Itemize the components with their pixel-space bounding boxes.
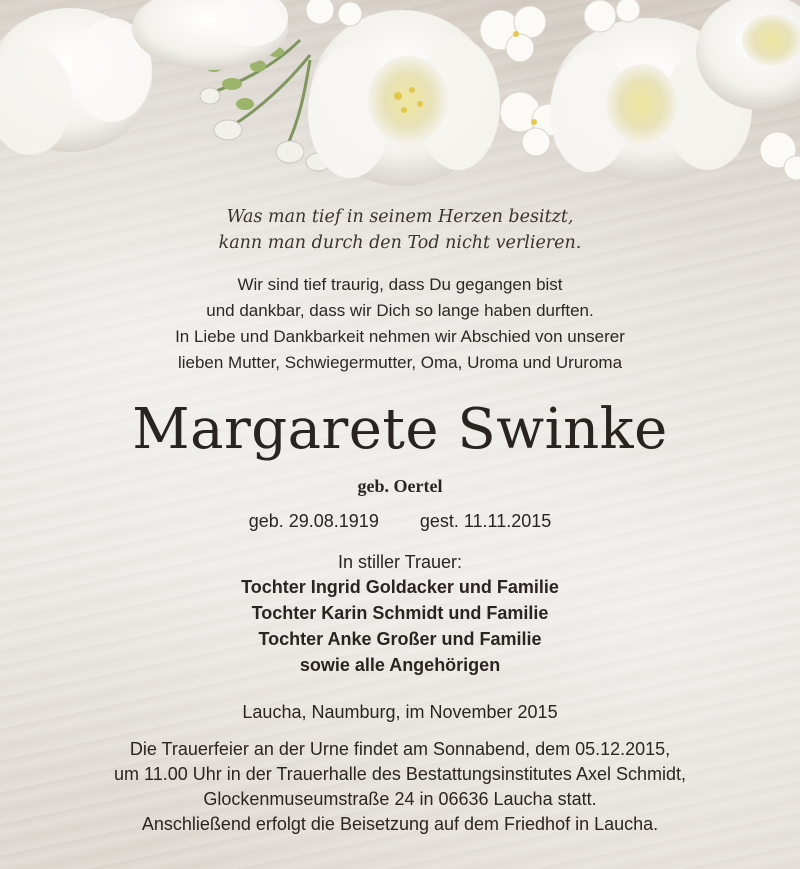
mourner-item: Tochter Karin Schmidt und Familie — [251, 603, 549, 623]
death-date: gest. 11.11.2015 — [419, 511, 552, 531]
intro-line: lieben Mutter, Schwiegermutter, Oma, Uroma und Ururoma — [177, 353, 623, 372]
mourning-label: In stiller Trauer: — [337, 552, 463, 572]
tulip-flowers-image — [0, 0, 800, 200]
intro-text — [0, 272, 800, 376]
quote-line: Was man tief in seinem Herzen besitzt, — [226, 207, 574, 227]
funeral-line: Glockenmuseumstraße 24 in 06636 Laucha statt. — [203, 789, 597, 809]
deceased-name: Margarete Swinke — [132, 397, 668, 462]
intro-line: In Liebe und Dankbarkeit nehmen wir Abschied von unserer — [175, 327, 625, 346]
life-dates — [0, 508, 800, 534]
mourner-item: Tochter Anke Großer und Familie — [258, 629, 542, 649]
mourner-item: Tochter Ingrid Goldacker und Familie — [241, 577, 559, 597]
place-date: Laucha, Naumburg, im November 2015 — [242, 702, 558, 722]
intro-line: und dankbar, dass wir Dich so lange haben durften. — [206, 301, 594, 320]
maiden-name: geb. Oertel — [357, 476, 443, 496]
mourners-list — [0, 574, 800, 678]
funeral-line: Die Trauerfeier an der Urne findet am Sonnabend, dem 05.12.2015, — [129, 739, 671, 759]
quote-line: kann man durch den Tod nicht verlieren. — [218, 233, 582, 253]
memorial-quote — [0, 204, 800, 256]
mourner-item: sowie alle Angehörigen — [299, 655, 501, 675]
funeral-line: Anschließend erfolgt die Beisetzung auf dem Friedhof in Laucha. — [141, 814, 659, 834]
birth-date: geb. 29.08.1919 — [248, 511, 379, 531]
funeral-line: um 11.00 Uhr in der Trauerhalle des Bestattungsinstitutes Axel Schmidt, — [114, 764, 686, 784]
intro-line: Wir sind tief traurig, dass Du gegangen bist — [237, 275, 563, 294]
funeral-details — [0, 737, 800, 837]
